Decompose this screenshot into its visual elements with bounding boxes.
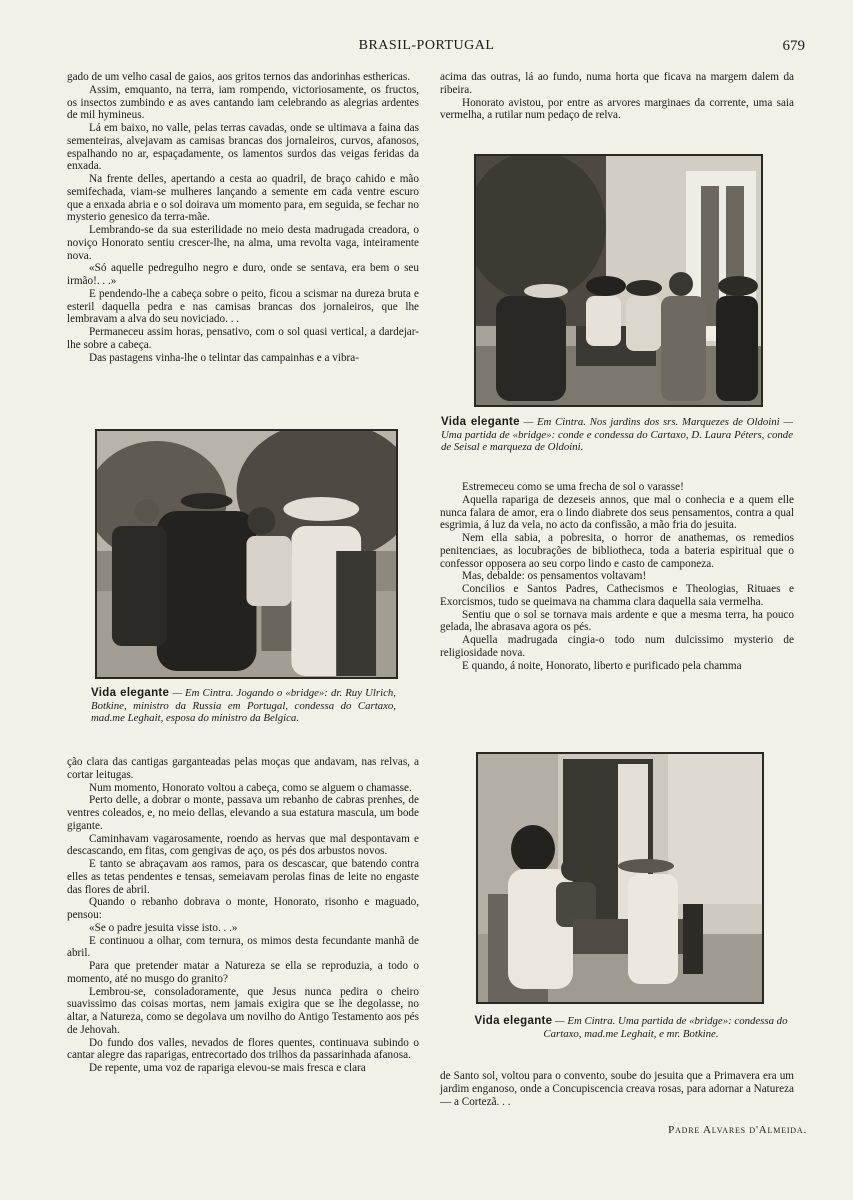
paragraph: Das pastagens vinha-lhe o telintar das campainhas e a vibra- <box>89 351 359 364</box>
caption-photo-1 <box>441 416 793 454</box>
author-signature: Padre Alvares d'Almeida. <box>668 1124 807 1136</box>
caption-lead: Vida elegante <box>91 687 170 699</box>
caption-lead: Vida elegante <box>474 1015 553 1027</box>
caption-lead: Vida elegante <box>441 416 520 428</box>
text-column-left-bottom <box>67 756 419 1075</box>
paragraph: Na frente delles, apertando a cesta ao quadril, de braço cahido e mão semifechada, viam-se mulheres lançando a semente em cada ventre escuro que a enxada abria e o sol doirava um momento para, em seguida, se fechar no mysterio genesico da terra-mãe. <box>67 173 419 224</box>
paragraph: Lembrou-se, consoladoramente, que Jesus nunca pedira o cheiro suavissimo das coisas mortas, nem jamais exigira que se lhe degolasse, no altar, a Natureza, como se degolava um novilho do Antigo Testamento aos pés de Jehovah. <box>67 985 419 1036</box>
paragraph: Aquella madrugada cingia-o todo num dulcissimo mysterio de religiosidade nova. <box>440 634 794 659</box>
photo-image <box>478 754 762 1002</box>
paragraph: de Santo sol, voltou para o convento, soube do jesuita que a Primavera era um jardim enganoso, onde a Concupiscencia creava rosas, para adornar a Natureza — a Cortezã. . . <box>440 1070 794 1108</box>
text-column-right-top <box>440 71 794 122</box>
paragraph: E tanto se abraçavam aos ramos, para os descascar, que batendo contra elles as tetas pendentes e tensas, semeiavam perolas finas de leite no engaste das flores de abril. <box>67 858 419 896</box>
paragraph: Permaneceu assim horas, pensativo, com o sol quasi vertical, a dardejar-lhe sobre a cabeça. <box>67 326 419 351</box>
paragraph: Aquella rapariga de dezeseis annos, que mal o conhecia e a quem elle nunca falara de amor, era o lindo diabrete dos seus pensamentos, contra a qual esgrimia, á luz da vela, no acto da confissão, a mão fria do jesuita. <box>440 493 794 532</box>
paragraph: Estremeceu como se uma frecha de sol o varasse! <box>462 481 684 493</box>
caption-photo-2 <box>91 687 396 725</box>
photo-image <box>97 431 396 677</box>
caption-text: — Em Cintra. Jogando o «bridge»: dr. Ruy Ulrich, Botkine, ministro da Russia em Portugal, condessa do Cartaxo, mad.me Leghait, esposa do ministro da Belgica. <box>91 687 396 724</box>
photo-bridge-marquezes-garden <box>474 154 763 407</box>
paragraph: Lembrando-se da sua esterilidade no meio desta madrugada creadora, o noviço Honorato sentiu crescer-lhe, na alma, uma revolta vaga, inteiramente nova. <box>67 224 419 262</box>
paragraph: Lá em baixo, no valle, pelas terras cavadas, onde se ultimava a faina das sementeiras, alvejavam as camisas brancas dos jornaleiros, curvos, afanosos, espalhando no ar, espaçadamente, os lamentos surdos das veigas feridas da enxada. <box>67 122 419 173</box>
paragraph: Num momento, Honorato voltou a cabeça, como se alguem o chamasse. <box>89 781 412 794</box>
photo-image <box>476 156 761 405</box>
paragraph: E pendendo-lhe a cabeça sobre o peito, ficou a scismar na dureza bruta e esteril daquella pedra e nas camisas brancas dos jornaleiros, que lhe lembravam a alva do seu noviciado. . . <box>67 287 419 326</box>
text-column-right-bottom <box>440 1070 794 1108</box>
photo-bridge-doorway <box>476 752 764 1004</box>
paragraph: E quando, á noite, Honorato, liberto e purificado pela chamma <box>462 659 742 672</box>
paragraph: Honorato avistou, por entre as arvores marginaes da corrente, uma saia vermelha, a rutilar num pedaço de relva. <box>440 96 794 122</box>
caption-photo-3 <box>466 1015 796 1040</box>
paragraph: Caminhavam vagarosamente, roendo as hervas que mal despontavam e descascando, em fitas, com gengivas de aço, os pés dos arbustos novos. <box>67 832 419 858</box>
paragraph: Sentiu que o sol se tornava mais ardente e que a mesma terra, ha pouco gelada, lhe abrasava agora os pés. <box>440 608 794 634</box>
paragraph: acima das outras, lá ao fundo, numa horta que ficava na margem dalem da ribeira. <box>440 71 794 96</box>
caption-text: — Em Cintra. Uma partida de «bridge»: condessa do Cartaxo, mad.me Leghait, e mr. Botkine. <box>543 1015 788 1040</box>
page-header <box>0 38 853 58</box>
magazine-title: BRASIL-PORTUGAL <box>358 38 495 53</box>
text-column-right-middle <box>440 481 794 672</box>
paragraph: Quando o rebanho dobrava o monte, Honorato, risonho e maguado, pensou: <box>67 896 419 921</box>
paragraph: Mas, debalde: os pensamentos voltavam! <box>462 570 647 583</box>
text-column-left-top <box>67 71 419 364</box>
paragraph: gado de um velho casal de gaios, aos gritos ternos das andorinhas esthericas. <box>67 71 410 83</box>
page-number: 679 <box>782 38 805 54</box>
paragraph: Para que pretender matar a Natureza se ella se reproduzia, a todo o momento, até no musgo do granito? <box>67 960 419 985</box>
paragraph: Nem ella sabia, a pobresita, o horror de anathemas, os remedios penitenciaes, as locubrações de bibliotheca, toda a bateria espiritual que o confessor opposera ao seu corpo lindo e casto de camponeza. <box>440 532 794 570</box>
paragraph: E continuou a olhar, com ternura, os mimos desta fecundante manhã de abril. <box>67 934 419 960</box>
paragraph: Do fundo dos valles, nevados de flores quentes, continuava subindo o cantar alegre das raparigas, entrecortado dos trilhos da passarinhada afanosa. <box>67 1036 419 1062</box>
paragraph: Perto delle, a dobrar o monte, passava um rebanho de cabras prenhes, de ventres coleados, e, no meio dellas, elevando a sua estatura mascula, um bode gigante. <box>67 794 419 832</box>
paragraph: «Só aquelle pedregulho negro e duro, onde se sentava, era bem o seu irmão!. . .» <box>67 262 419 287</box>
paragraph: «Se o padre jesuita visse isto. . .» <box>89 921 238 934</box>
caption-text: — Em Cintra. Nos jardins dos srs. Marquezes de Oldoini — Uma partida de «bridge»: conde e condessa do Cartaxo, D. Laura Péters, conde de Seisal e marqueza de Oldoini. <box>441 416 793 453</box>
paragraph: De repente, uma voz de rapariga elevou-se mais fresca e clara <box>89 1062 366 1074</box>
photo-bridge-garden-players <box>95 429 398 679</box>
paragraph: ção clara das cantigas garganteadas pelas moças que andavam, nas relvas, a cortar leitugas. <box>67 756 419 781</box>
paragraph: Concilios e Santos Padres, Cathecismos e Theologias, Rituaes e Exorcismos, tudo se queimava na chamma clara daquella saia vermelha. <box>440 583 794 608</box>
paragraph: Assim, emquanto, na terra, iam rompendo, victoriosamente, os fructos, os insectos zumbindo e as aves cantando iam celebrando as alegrias ardentes de mil hymineus. <box>67 83 419 122</box>
